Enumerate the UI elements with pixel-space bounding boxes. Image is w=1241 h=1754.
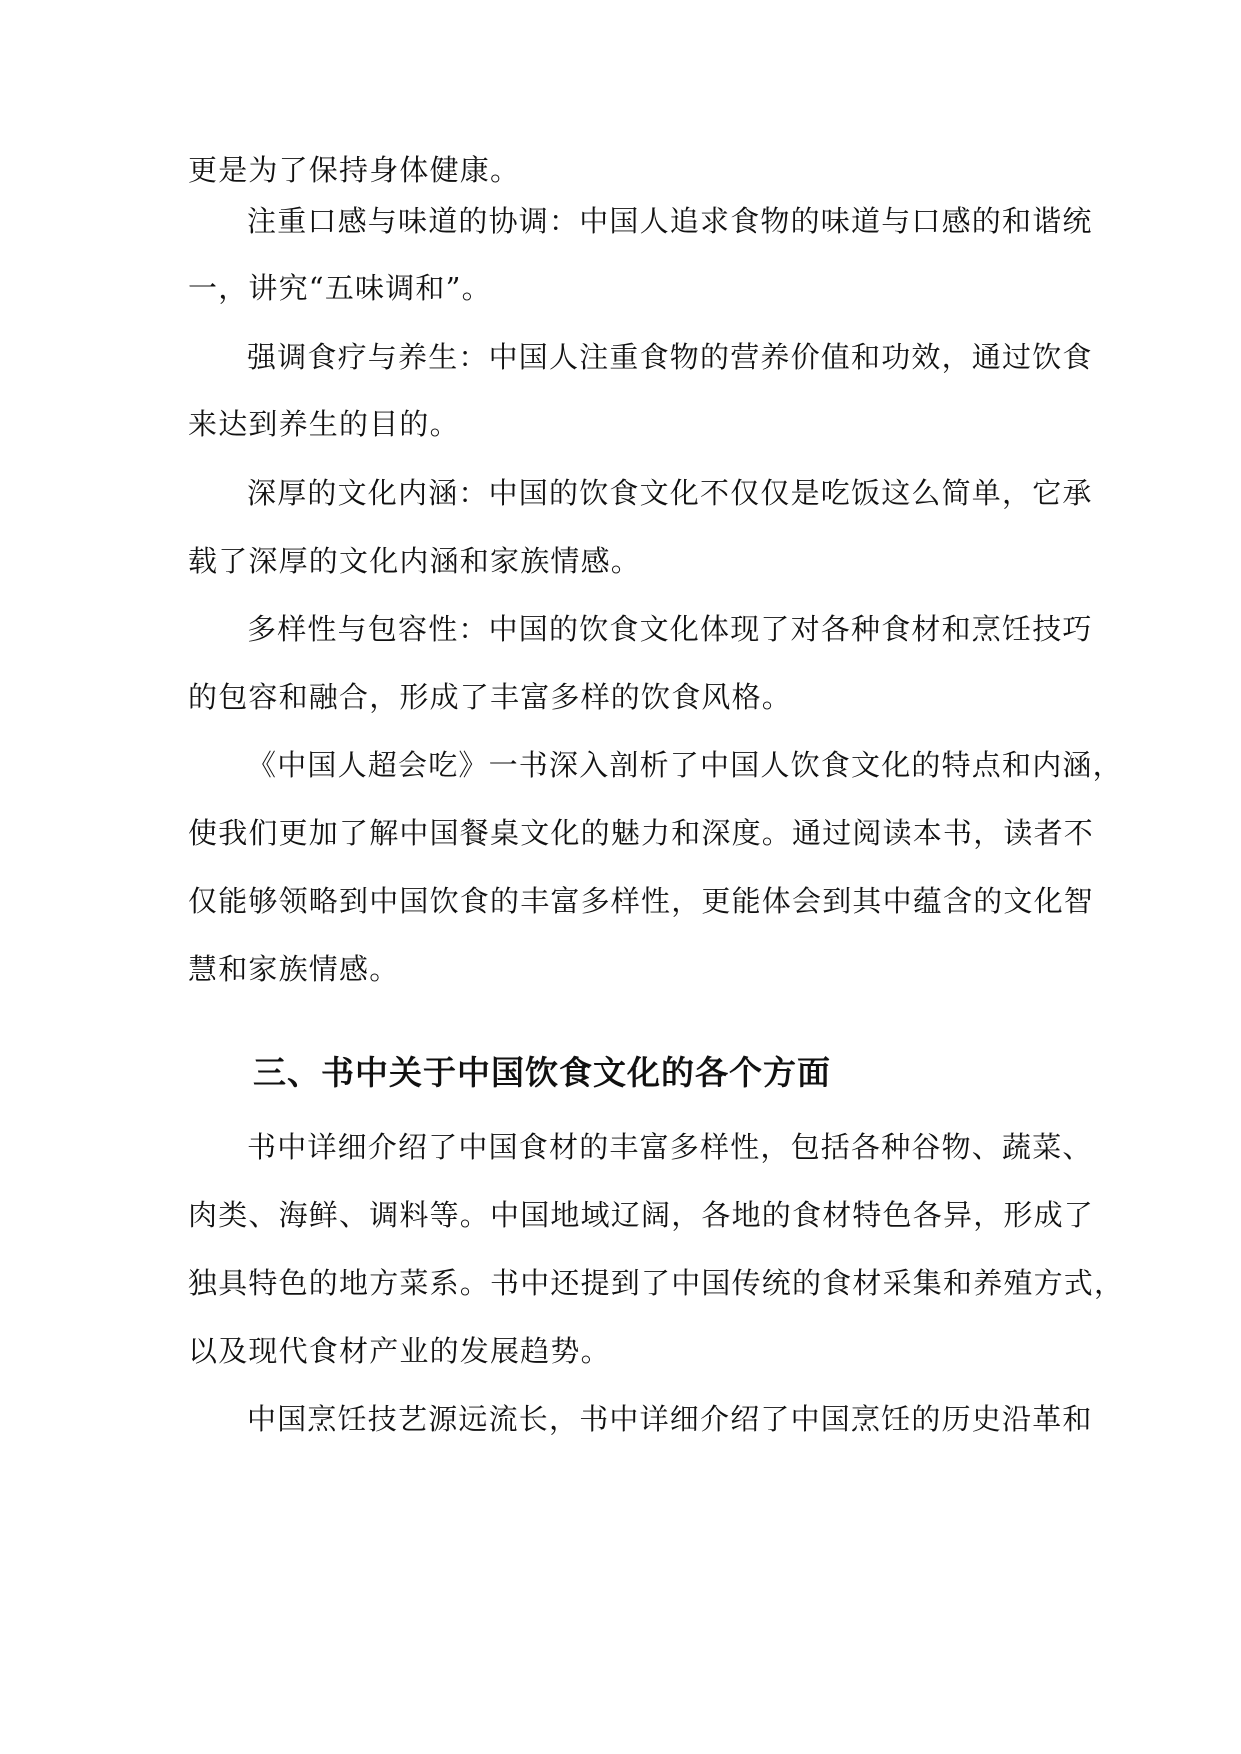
paragraph-line: 来达到养生的目的。 <box>188 407 460 441</box>
paragraph-line: 多样性与包容性：中国的饮食文化体现了对各种食材和烹饪技巧 <box>247 612 1093 646</box>
paragraph-line: 注重口感与味道的协调：中国人追求食物的味道与口感的和谐统 <box>247 204 1093 238</box>
paragraph-line: 强调食疗与养生：中国人注重食物的营养价值和功效，通过饮食 <box>247 340 1093 374</box>
paragraph-line: 以及现代食材产业的发展趋势。 <box>188 1334 611 1368</box>
paragraph-line: 载了深厚的文化内涵和家族情感。 <box>188 544 642 578</box>
paragraph-line: 一，讲究“五味调和”。 <box>188 271 492 305</box>
paragraph-line: 慧和家族情感。 <box>188 952 400 986</box>
paragraph-line: 使我们更加了解中国餐桌文化的魅力和深度。通过阅读本书，读者不 <box>188 816 1095 850</box>
paragraph-line: 书中详细介绍了中国食材的丰富多样性，包括各种谷物、蔬菜、 <box>247 1130 1093 1164</box>
paragraph-line: 更是为了保持身体健康。 <box>188 153 521 187</box>
paragraph-line: 独具特色的地方菜系。书中还提到了中国传统的食材采集和养殖方式， <box>188 1266 1125 1300</box>
paragraph-line: 《中国人超会吃》一书深入剖析了中国人饮食文化的特点和内涵， <box>247 748 1123 782</box>
section-heading: 三、书中关于中国饮食文化的各个方面 <box>253 1053 831 1092</box>
paragraph-line: 仅能够领略到中国饮食的丰富多样性，更能体会到其中蕴含的文化智 <box>188 884 1095 918</box>
paragraph-line: 中国烹饪技艺源远流长，书中详细介绍了中国烹饪的历史沿革和 <box>247 1402 1093 1436</box>
paragraph-line: 肉类、海鲜、调料等。中国地域辽阔，各地的食材特色各异，形成了 <box>188 1198 1095 1232</box>
paragraph-line: 的包容和融合，形成了丰富多样的饮食风格。 <box>188 680 793 714</box>
paragraph-line: 深厚的文化内涵：中国的饮食文化不仅仅是吃饭这么简单，它承 <box>247 476 1093 510</box>
